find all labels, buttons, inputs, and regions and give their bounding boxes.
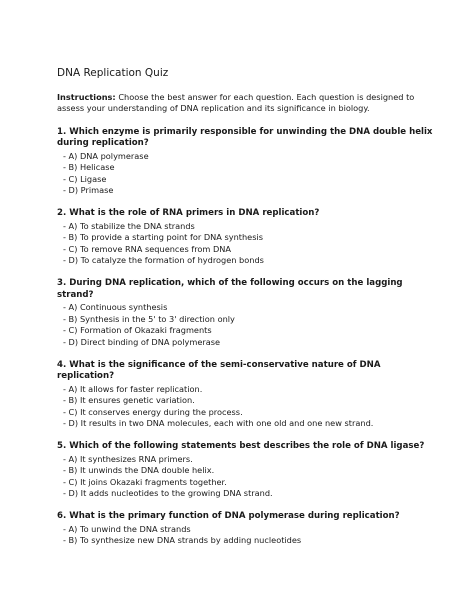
question-1	[57, 127, 437, 196]
option-d: - D) It adds nucleotides to the growing DNA strand.	[63, 487, 273, 498]
option-b: - B) To provide a starting point for DNA synthesis	[63, 232, 264, 243]
option-list	[57, 384, 437, 430]
instructions-label: Instructions:	[57, 92, 116, 102]
question-text: 4. What is the significance of the semi-conservative nature of DNA replication?	[57, 359, 381, 382]
option-a: - A) It allows for faster replication.	[63, 383, 203, 394]
option-a: - A) It synthesizes RNA primers.	[63, 453, 193, 464]
question-text: 2. What is the role of RNA primers in DNA replication?	[57, 208, 320, 219]
instructions	[57, 92, 437, 114]
question-5	[57, 441, 437, 499]
option-list	[57, 524, 437, 547]
option-c: - C) To remove RNA sequences from DNA	[63, 243, 232, 254]
option-list	[57, 454, 437, 500]
option-b: - B) It ensures genetic variation.	[63, 395, 195, 406]
question-text: 3. During DNA replication, which of the following occurs on the lagging strand?	[57, 278, 403, 300]
option-a: - A) Continuous synthesis	[63, 302, 168, 313]
question-4	[57, 360, 437, 429]
option-c: - C) It conserves energy during the process.	[63, 406, 243, 417]
option-b: - B) Helicase	[63, 162, 115, 173]
option-list	[57, 302, 437, 348]
document-page	[57, 66, 437, 559]
option-c: - C) It joins Okazaki fragments together.	[63, 476, 227, 487]
option-c: - C) Formation of Okazaki fragments	[63, 325, 212, 336]
option-list	[57, 221, 437, 267]
option-c: - C) Ligase	[63, 173, 107, 184]
question-text: 5. Which of the following statements best describes the role of DNA ligase?	[57, 441, 425, 452]
question-6	[57, 511, 437, 546]
option-b: - B) To synthesize new DNA strands by adding nucleotides	[63, 535, 302, 546]
option-a: - A) To stabilize the DNA strands	[63, 220, 195, 231]
option-b: - B) Synthesis in the 5' to 3' direction only	[63, 313, 235, 324]
option-b: - B) It unwinds the DNA double helix.	[63, 465, 215, 476]
question-3	[57, 278, 437, 347]
option-d: - D) To catalyze the formation of hydrogen bonds	[63, 255, 264, 266]
question-text: 1. Which enzyme is primarily responsible for unwinding the DNA double helix during replication?	[57, 127, 433, 149]
instructions-text: Choose the best answer for each question. Each question is designed to assess your understanding of DNA replication and its significance in biology.	[57, 92, 415, 113]
option-list	[57, 151, 437, 197]
option-d: - D) It results in two DNA molecules, each with one old and one new strand.	[63, 417, 374, 428]
question-text: 6. What is the primary function of DNA polymerase during replication?	[57, 511, 400, 522]
question-2	[57, 208, 437, 266]
option-a: - A) DNA polymerase	[63, 150, 149, 161]
option-d: - D) Primase	[63, 185, 114, 196]
page-title: DNA Replication Quiz	[57, 67, 169, 79]
option-a: - A) To unwind the DNA strands	[63, 523, 191, 534]
option-d: - D) Direct binding of DNA polymerase	[63, 336, 221, 347]
